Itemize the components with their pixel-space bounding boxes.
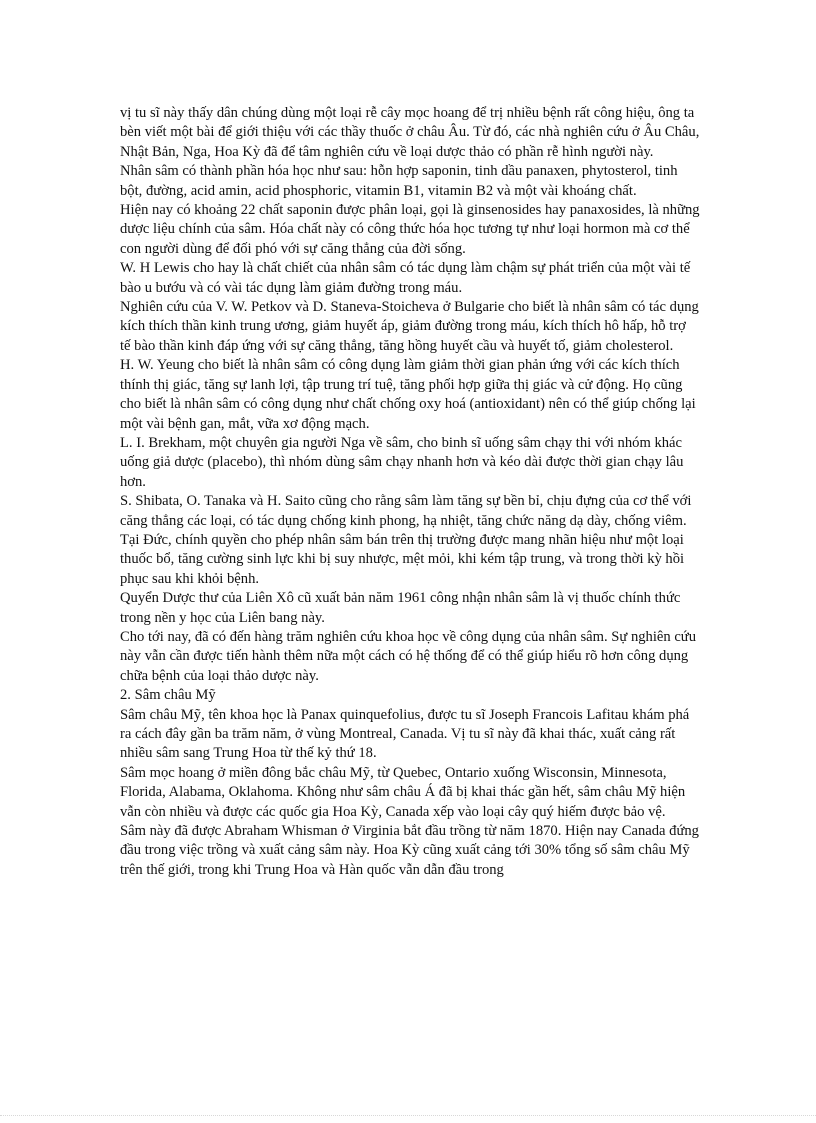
- paragraph-chemical-composition: Nhân sâm có thành phần hóa học như sau: hỗn hợp saponin, tinh dầu panaxen, phytosterol, tinh bột, đường, acid amin, acid phosphoric, vitamin B1, vitamin B2 và một vài khoáng chất.: [120, 163, 678, 199]
- paragraph-intro-continued: vị tu sĩ này thấy dân chúng dùng một loại rễ cây mọc hoang để trị nhiều bệnh rất công hiệu, ông ta bèn viết một bài để giới thiệu với các thầy thuốc ở châu Âu. Từ đó, các nhà nghiên cứu ở Âu Châu, Nhật Bản, Nga, Hoa Kỳ đã để tâm nghiên cứu về loại dược thảo có phần rễ hình người này.: [120, 105, 700, 160]
- paragraph-ussr: Quyển Dược thư của Liên Xô cũ xuất bản năm 1961 công nhận nhân sâm là vị thuốc chính thức trong nền y học của Liên bang này.: [120, 590, 681, 626]
- section-heading: 2. Sâm châu Mỹ: [120, 687, 216, 704]
- paragraph-yeung: H. W. Yeung cho biết là nhân sâm có công dụng làm giảm thời gian phản ứng với các kích thích thính thị giác, tăng sự lanh lợi, tập trung trí tuệ, tăng phối hợp giữa thị giác và cử động. Họ cũng cho biết là nhân sâm có công dụng như chất chống oxy hoá (antioxidant) nên có thể giúp chống lại một vài bệnh gan, mắt, vữa xơ động mạch.: [120, 357, 696, 432]
- paragraph-saponin: Hiện nay có khoảng 22 chất saponin được phân loại, gọi là ginsenosides hay panaxosides, là những dược liệu chính của sâm. Hóa chất này có công thức hóa học tương tự như loại hormon mà cơ thể con người dùng để đối phó với sự căng thẳng của đời sống.: [120, 202, 700, 257]
- page-bottom-border: [0, 1115, 816, 1117]
- document-body: [120, 104, 700, 880]
- paragraph-research: Cho tới nay, đã có đến hàng trăm nghiên cứu khoa học về công dụng của nhân sâm. Sự nghiên cứu này vẫn cần được tiến hành thêm nữa một cách có hệ thống để có thể giúp hiểu rõ hơn công dụng chữa bệnh của loại thảo dược này.: [120, 628, 697, 684]
- paragraph-cultivation: Sâm này đã được Abraham Whisman ở Virginia bắt đầu trồng từ năm 1870. Hiện nay Canada đứng đầu trong việc trồng và xuất cảng sâm này. Hoa Kỳ cũng xuất cảng tới 30% tổng số sâm châu Mỹ trên thế giới, trong khi Trung Hoa và Hàn quốc vẫn dẫn đầu trong: [120, 823, 699, 878]
- paragraph-wild-range: Sâm mọc hoang ở miền đông bắc châu Mỹ, từ Quebec, Ontario xuống Wisconsin, Minnesota, Florida, Alabama, Oklahoma. Không như sâm châu Á đã bị khai thác gần hết, sâm châu Mỹ hiện vẫn còn nhiều và được các quốc gia Hoa Kỳ, Canada xếp vào loại cây quý hiếm được bảo vệ.: [120, 764, 686, 820]
- paragraph-brekham: L. I. Brekham, một chuyên gia người Nga về sâm, cho binh sĩ uống sâm chạy thi với nhóm khác uống giả dược (placebo), thì nhóm dùng sâm chạy nhanh hơn và kéo dài được thời gian chạy lâu hơn.: [120, 434, 684, 490]
- paragraph-germany: Tại Đức, chính quyền cho phép nhân sâm bán trên thị trường được mang nhãn hiệu như một loại thuốc bổ, tăng cường sinh lực khi bị suy nhược, mệt mỏi, khi kém tập trung, và trong thời kỳ hồi phục sau khi khỏi bệnh.: [120, 531, 685, 587]
- paragraph-shibata: S. Shibata, O. Tanaka và H. Saito cũng cho rằng sâm làm tăng sự bền bỉ, chịu đựng của cơ thể với căng thẳng các loại, có tác dụng chống kinh phong, hạ nhiệt, tăng chức năng dạ dày, chống viêm.: [120, 493, 692, 529]
- paragraph-petkov: Nghiên cứu của V. W. Petkov và D. Staneva-Stoicheva ở Bulgarie cho biết là nhân sâm có tác dụng kích thích thần kinh trung ương, giảm huyết áp, giảm đường trong máu, kích thích hô hấp, hỗ trợ tế bào thần kinh đáp ứng với sự căng thẳng, tăng hồng huyết cầu và huyết tố, giảm cholesterol.: [120, 299, 699, 354]
- paragraph-american-ginseng: Sâm châu Mỹ, tên khoa học là Panax quinquefolius, được tu sĩ Joseph Francois Lafitau khám phá ra cách đây gần ba trăm năm, ở vùng Montreal, Canada. Vị tu sĩ này đã khai thác, xuất cảng rất nhiều sâm sang Trung Hoa từ thế kỷ thứ 18.: [120, 706, 690, 762]
- paragraph-lewis: W. H Lewis cho hay là chất chiết của nhân sâm có tác dụng làm chậm sự phát triển của một vài tế bào u bướu và có vài tác dụng làm giảm đường trong máu.: [120, 260, 691, 296]
